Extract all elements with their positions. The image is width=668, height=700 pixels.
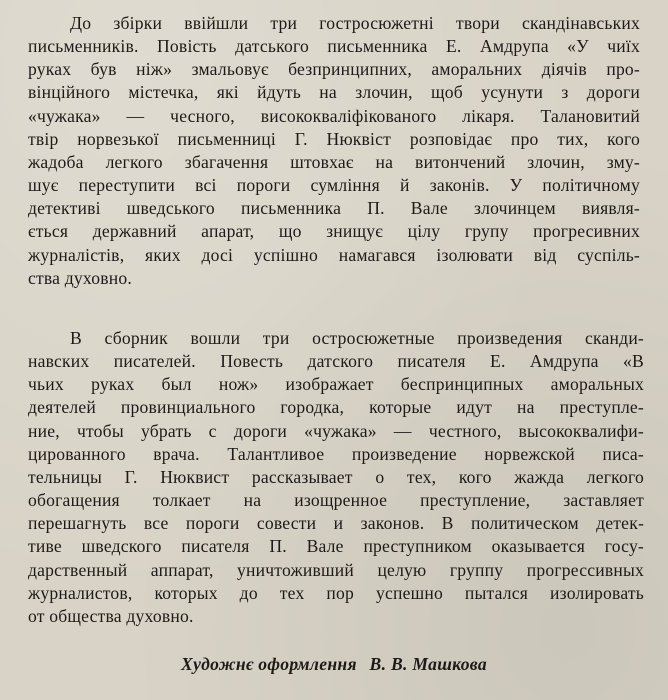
- text-line: письменників. Повість датського письменника Е. Амдрупа «У чиїх: [28, 36, 640, 57]
- text-line: от общества духовно.: [28, 605, 194, 626]
- text-line: До збірки ввійшли три гостросюжетні твори скандінавських: [70, 13, 640, 33]
- design-credits: [0, 654, 668, 675]
- text-line: ється державний апарат, що знищує цілу групу прогресивних: [28, 221, 640, 242]
- text-line: ства духовно.: [28, 267, 132, 288]
- text-line: перешагнуть все пороги совести и законов. В политическом детек-: [28, 513, 644, 534]
- text-line: шує переступити всі пороги сумління й законів. У політичному: [28, 175, 640, 196]
- text-line: журналистов, которых до тех пор успешно пытался изолировать: [28, 582, 644, 603]
- text-line: В сборник вошли три остросюжетные произведения сканди-: [70, 328, 644, 348]
- text-line: тельницы Г. Нюквист рассказывает о тех, кого жажда легкого: [28, 466, 644, 487]
- text-line: обогащения толкает на изощренное преступление, заставляет: [28, 490, 644, 511]
- text-line: вінційного містечка, які йдуть на злочин, щоб усунути з дороги: [28, 82, 640, 103]
- text-line: руках був ніж» змальовує безпринципних, аморальних діячів про-: [28, 59, 640, 80]
- text-line: дарственный аппарат, уничтоживший целую группу прогрессивных: [28, 559, 644, 580]
- text-line: жадоба легкого збагачення штовхає на витончений злочин, зму-: [28, 151, 640, 172]
- text-line: детективі шведського письменника П. Вале злочинцем виявля-: [28, 198, 640, 219]
- text-line: ние, чтобы убрать с дороги «чужака» — честного, высококвалифи-: [28, 420, 644, 441]
- text-line: твір норвезької письменниці Г. Нюквіст розповідає про тих, кого: [28, 128, 640, 149]
- text-line: журналістів, яких досі успішно намагався ізолювати від суспіль-: [28, 244, 640, 265]
- text-line: чьих руках был нож» изображает беспринципных аморальных: [28, 374, 644, 395]
- text-line: навских писателей. Повесть датского писателя Е. Амдрупа «В: [28, 351, 644, 372]
- ukrainian-annotation-paragraph: [28, 12, 640, 290]
- text-line: «чужака» — чесного, висококваліфікованого лікаря. Талановитий: [28, 105, 640, 126]
- text-line: тиве шведского писателя П. Вале преступником оказывается госу-: [28, 536, 644, 557]
- text-line: деятелей провинциального городка, которые идут на преступле-: [28, 397, 644, 418]
- text-line: цированного врача. Талантливое произведение норвежской писа-: [28, 443, 644, 464]
- credits-artist-name: В. В. Машкова: [369, 654, 487, 674]
- credits-label: Художнє оформлення: [181, 654, 357, 674]
- russian-annotation-paragraph: [28, 327, 644, 628]
